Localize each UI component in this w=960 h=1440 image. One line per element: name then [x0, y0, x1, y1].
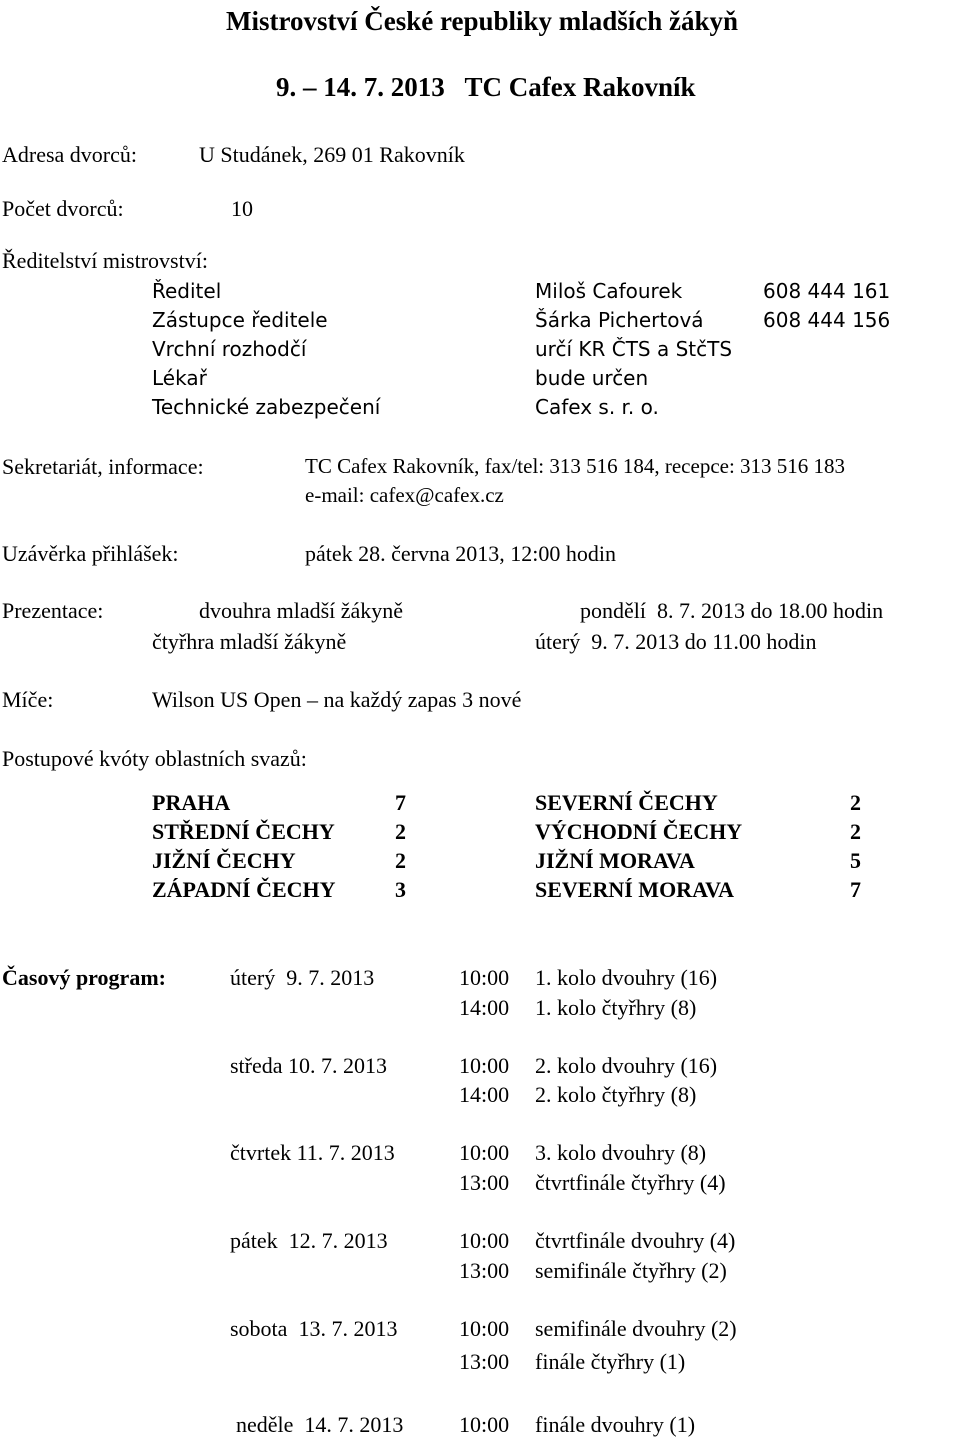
balls-value: Wilson US Open – na každý zapas 3 nové: [152, 687, 522, 712]
courts-label: Počet dvorců:: [2, 196, 124, 221]
directorate-phone: 608 444 156: [763, 308, 891, 332]
directorate-role: Lékař: [152, 366, 207, 390]
deadline-label: Uzávěrka přihlášek:: [2, 541, 179, 566]
page-title: Mistrovství České republiky mladších žákyň: [226, 6, 739, 36]
quota-count: 2: [395, 848, 406, 873]
schedule-event: semifinále dvouhry (2): [535, 1316, 737, 1341]
quota-region: SEVERNÍ MORAVA: [535, 877, 735, 902]
quota-region: VÝCHODNÍ ČECHY: [535, 819, 743, 844]
secretariat-email: e-mail: cafex@cafex.cz: [305, 483, 504, 507]
schedule-event: čtvrtfinále dvouhry (4): [535, 1228, 736, 1253]
quota-count: 2: [395, 819, 406, 844]
courts-value: 10: [231, 196, 253, 221]
schedule-time: 13:00: [459, 1170, 510, 1195]
directorate-name: Šárka Pichertová: [535, 308, 704, 332]
quota-count: 7: [395, 790, 406, 815]
schedule-event: finále čtyřhry (1): [535, 1349, 686, 1374]
schedule-event: 2. kolo dvouhry (16): [535, 1053, 718, 1078]
quota-region: PRAHA: [152, 790, 231, 815]
schedule-event: čtvrtfinále čtyřhry (4): [535, 1170, 726, 1195]
quota-count: 7: [850, 877, 861, 902]
deadline-value: pátek 28. června 2013, 12:00 hodin: [305, 541, 616, 566]
directorate-role: Technické zabezpečení: [152, 395, 381, 419]
quota-region: SEVERNÍ ČECHY: [535, 790, 718, 815]
presentation-event: čtyřhra mladší žákyně: [152, 629, 347, 654]
directorate-name: určí KR ČTS a StčTS: [535, 337, 733, 361]
directorate-heading: Ředitelství mistrovství:: [2, 248, 208, 273]
schedule-event: 3. kolo dvouhry (8): [535, 1140, 707, 1165]
schedule-day: sobota 13. 7. 2013: [230, 1316, 398, 1341]
schedule-day: úterý 9. 7. 2013: [230, 965, 375, 990]
quota-count: 3: [395, 877, 406, 902]
presentation-time: pondělí 8. 7. 2013 do 18.00 hodin: [580, 598, 884, 623]
directorate-name: Miloš Cafourek: [535, 279, 683, 303]
schedule-event: 1. kolo čtyřhry (8): [535, 995, 697, 1020]
secretariat-contact: TC Cafex Rakovník, fax/tel: 313 516 184, recepce: 313 516 183: [305, 454, 846, 478]
quota-count: 5: [850, 848, 861, 873]
schedule-time: 14:00: [459, 1082, 510, 1107]
address-label: Adresa dvorců:: [2, 142, 138, 167]
directorate-phone: 608 444 161: [763, 279, 891, 303]
directorate-role: Vrchní rozhodčí: [152, 337, 307, 361]
schedule-day: neděle 14. 7. 2013: [236, 1412, 404, 1437]
schedule-time: 13:00: [459, 1349, 510, 1374]
schedule-time: 10:00: [459, 965, 510, 990]
schedule-day: pátek 12. 7. 2013: [230, 1228, 388, 1253]
quota-region: JIŽNÍ ČECHY: [152, 848, 296, 873]
schedule-time: 10:00: [459, 1053, 510, 1078]
schedule-time: 13:00: [459, 1258, 510, 1283]
quotas-heading: Postupové kvóty oblastních svazů:: [2, 746, 307, 771]
schedule-day: čtvrtek 11. 7. 2013: [230, 1140, 395, 1165]
schedule-time: 10:00: [459, 1412, 510, 1437]
schedule-time: 10:00: [459, 1140, 510, 1165]
quota-region: STŘEDNÍ ČECHY: [152, 819, 335, 844]
secretariat-label: Sekretariát, informace:: [2, 454, 204, 479]
presentation-label: Prezentace:: [2, 598, 104, 623]
schedule-label: Časový program:: [2, 965, 166, 990]
schedule-event: 2. kolo čtyřhry (8): [535, 1082, 697, 1107]
directorate-role: Zástupce ředitele: [152, 308, 328, 332]
schedule-time: 14:00: [459, 995, 510, 1020]
address-value: U Studánek, 269 01 Rakovník: [199, 142, 465, 167]
quota-count: 2: [850, 819, 861, 844]
quota-region: JIŽNÍ MORAVA: [535, 848, 695, 873]
schedule-event: semifinále čtyřhry (2): [535, 1258, 727, 1283]
quota-region: ZÁPADNÍ ČECHY: [152, 877, 336, 902]
schedule-event: finále dvouhry (1): [535, 1412, 696, 1437]
quota-count: 2: [850, 790, 861, 815]
balls-label: Míče:: [2, 687, 54, 712]
schedule-event: 1. kolo dvouhry (16): [535, 965, 718, 990]
presentation-time: úterý 9. 7. 2013 do 11.00 hodin: [535, 629, 817, 654]
page-subtitle: 9. – 14. 7. 2013 TC Cafex Rakovník: [276, 72, 696, 102]
directorate-role: Ředitel: [152, 279, 222, 303]
directorate-name: bude určen: [535, 366, 649, 390]
schedule-time: 10:00: [459, 1228, 510, 1253]
schedule-day: středa 10. 7. 2013: [230, 1053, 388, 1078]
schedule-time: 10:00: [459, 1316, 510, 1341]
presentation-event: dvouhra mladší žákyně: [199, 598, 404, 623]
directorate-name: Cafex s. r. o.: [535, 395, 659, 419]
